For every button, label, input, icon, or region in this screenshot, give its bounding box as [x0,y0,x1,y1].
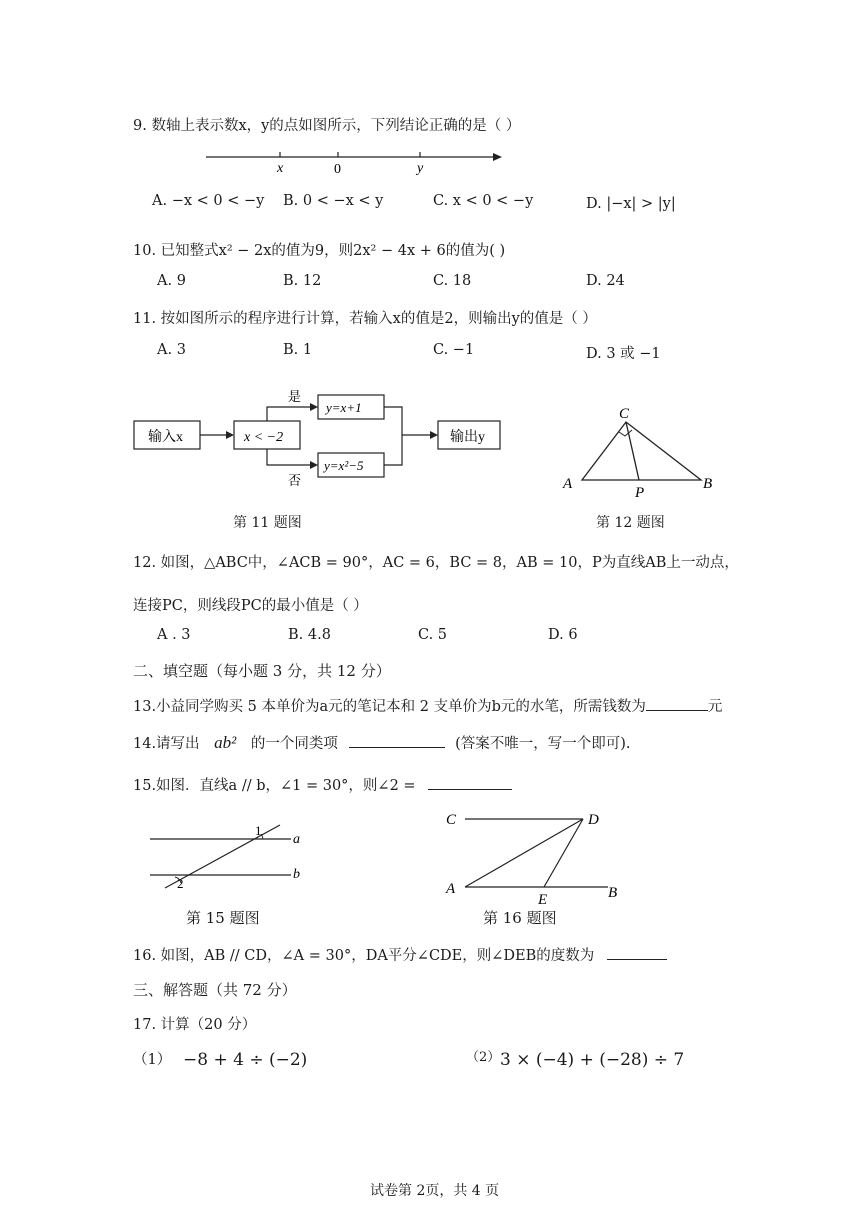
q13-answer-blank[interactable] [646,710,708,711]
q12-stem-line2: 连接PC，则线段PC的最小值是（ ） [133,598,368,614]
point-a-label: A [446,881,456,897]
flow-input-label: 输入x [148,430,183,445]
angle-1-label: 1 [255,823,262,838]
q11-flowchart [128,383,508,493]
flow-yes-label: 是 [288,389,302,404]
q11-stem: 11. 按如图所示的程序进行计算，若输入x的值是2，则输出y的值是（ ） [133,311,597,327]
line-a-label: a [293,832,300,847]
q17-part2-label: （2） [466,1050,501,1065]
q10-option-d: D. 24 [586,273,625,289]
flow-no-formula: y=x²−5 [324,458,364,473]
q10-option-c: C. 18 [433,273,472,289]
q11-caption: 第 11 题图 [233,515,302,531]
flow-condition-label: x < −2 [244,430,284,445]
page-footer: 试卷第 2页，共 4 页 [370,1183,500,1199]
q16-text: 16. 如图，AB // CD，∠A = 30°，DA平分∠CDE，则∠DEB的度数为 [133,948,595,964]
q17-part2-expression: 3 × (−4) + (−28) ÷ 7 [500,1050,685,1070]
flow-no-label: 否 [288,473,302,488]
q14-term: ab² [214,733,237,752]
q12-option-b: B. 4.8 [288,627,331,643]
q11-option-d: D. 3 或 −1 [586,346,661,362]
q11-option-b: B. 1 [283,342,313,358]
flow-output-label: 输出y [450,430,485,445]
angle-2-label: 2 [177,876,184,891]
q9-number-line [200,146,510,176]
point-d-label: D [588,812,599,828]
q15-caption: 第 15 题图 [186,909,260,927]
axis-label-y: y [417,161,424,176]
axis-label-0: 0 [334,162,341,176]
q11-option-c: C. −1 [433,342,475,358]
q10-option-a: A. 9 [157,273,186,289]
q10-stem: 10. 已知整式x² − 2x的值为9，则2x² − 4x + 6的值为( ) [133,243,506,259]
q14-answer-blank[interactable] [349,747,445,748]
q9-option-c: C. x < 0 < −y [433,193,534,209]
vertex-b-label: B [703,476,713,492]
q14-suffix-a: 的一个同类项 [250,736,338,752]
q14-line [133,732,631,753]
q12-option-d: D. 6 [548,627,578,643]
q15-text: 15.如图．直线a // b，∠1 = 30°，则∠2 = [133,778,416,794]
q9-option-a: A. −x < 0 < −y [152,193,265,209]
q12-triangle-figure [555,400,725,500]
q12-stem-line1: 12. 如图，△ABC中，∠ACB = 90°，AC = 6，BC = 8，AB = 10，P为直线AB上一动点， [133,555,739,571]
q14-prefix: 14.请写出 [133,736,200,752]
point-b-label: B [608,885,618,901]
point-e-label: E [538,892,548,905]
vertex-a-label: A [563,476,573,492]
q11-option-a: A. 3 [157,342,186,358]
q9-option-d: D. |−x| > |y| [586,196,676,212]
vertex-c-label: C [619,406,630,422]
q12-option-c: C. 5 [418,627,448,643]
q16-figure [440,805,640,905]
point-c-label: C [446,812,457,828]
q17-stem: 17. 计算（20 分） [133,1017,257,1033]
flow-yes-formula: y=x+1 [326,400,362,415]
q16-caption: 第 16 题图 [483,909,557,927]
q12-caption: 第 12 题图 [596,515,665,531]
q13-text: 13.小益同学购买 5 本单价为a元的笔记本和 2 支单价为b元的水笔，所需钱数为 [133,699,646,715]
q17-part1-label: （1） [133,1052,172,1068]
axis-label-x: x [277,161,284,176]
q9-option-b: B. 0 < −x < y [283,193,384,209]
point-p-label: P [635,485,645,500]
q9-stem: 9. 数轴上表示数x，y的点如图所示，下列结论正确的是（ ） [133,118,521,134]
section-solve-title: 三、解答题（共 72 分） [133,981,297,999]
line-b-label: b [293,867,300,882]
q15-line [133,774,512,795]
q13-line [133,695,722,716]
q15-parallel-lines-figure [145,815,315,895]
q16-answer-blank[interactable] [607,959,667,960]
section-fill-in-title: 二、填空题（每小题 3 分，共 12 分） [133,662,391,680]
q17-part1-expression: −8 + 4 ÷ (−2) [183,1050,308,1070]
q14-suffix-b: (答案不唯一，写一个即可). [455,736,631,752]
q13-unit: 元 [707,699,723,715]
q12-option-a: A . 3 [157,627,191,643]
q10-option-b: B. 12 [283,273,322,289]
q15-answer-blank[interactable] [428,789,512,790]
q16-line [133,944,667,965]
